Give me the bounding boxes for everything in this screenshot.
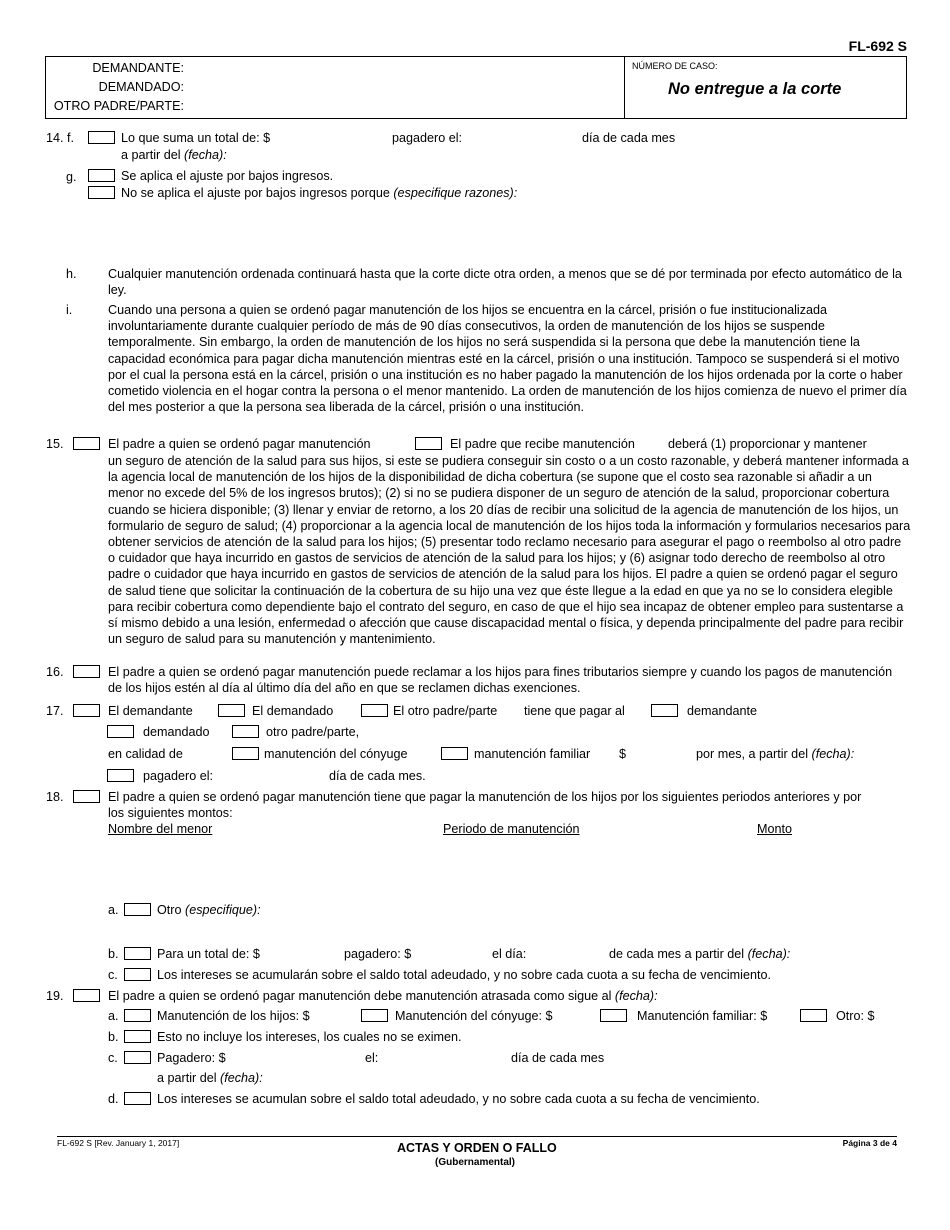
- item-18b-dia: el día:: [492, 947, 527, 961]
- item-18a-checkbox[interactable]: [124, 903, 151, 916]
- item-16-text: El padre a quien se ordenó pagar manutención puede reclamar a los hijos para fines tributarios siempre y cuando los pagos de manutención de los hijos estén al día al último día del año en que se reclamen dichas exenciones.: [108, 665, 893, 696]
- item-18b-total: Para un total de: $: [157, 947, 260, 961]
- demandado-label: DEMANDADO:: [98, 80, 184, 94]
- form-id: FL-692 S: [848, 38, 907, 54]
- item-18c-text: Los intereses se acumularán sobre el saldo total adeudado, y no sobre cada cuota a su fecha de vencimiento.: [157, 968, 771, 982]
- item-17-pagadero: pagadero el:: [143, 769, 214, 783]
- item-17-to-otro: otro padre/parte,: [266, 725, 360, 739]
- item-18b-letter: b.: [108, 947, 119, 961]
- item-14f-pagadero: pagadero el:: [392, 131, 463, 145]
- item-16-checkbox[interactable]: [73, 665, 100, 678]
- item-17-por-mes-text: por mes, a partir del: [696, 747, 808, 761]
- item-17-demandante: El demandante: [108, 704, 193, 718]
- item-19b-checkbox[interactable]: [124, 1030, 151, 1043]
- item-18-number: 18.: [46, 790, 64, 804]
- item-14f-total: Lo que suma un total de: $: [121, 131, 271, 145]
- item-17-por-mes: [696, 746, 854, 762]
- item-18-col-nombre: Nombre del menor: [108, 822, 213, 836]
- item-19d-text: Los intereses se acumulan sobre el saldo total adeudado, y no sobre cada cuota a su fecha de vencimiento.: [157, 1092, 760, 1106]
- item-17-fecha: (fecha):: [811, 747, 855, 761]
- item-19d-checkbox[interactable]: [124, 1092, 151, 1105]
- item-14g-checkbox-1[interactable]: [88, 169, 115, 182]
- item-18-text: El padre a quien se ordenó pagar manutención tiene que pagar la manutención de los hijos por los siguientes periodos anteriores y por los siguientes montos:: [108, 790, 862, 821]
- item-18c-checkbox[interactable]: [124, 968, 151, 981]
- footer-rule: [57, 1136, 897, 1137]
- item-18-col-periodo: Periodo de manutención: [443, 822, 580, 836]
- caption-divider: [624, 57, 625, 118]
- item-14g-option-1: Se aplica el ajuste por bajos ingresos.: [121, 169, 334, 183]
- item-19a-conyuge-checkbox[interactable]: [361, 1009, 388, 1022]
- item-19a-hijos: Manutención de los hijos: $: [157, 1009, 310, 1023]
- item-15-checkbox-1[interactable]: [73, 437, 100, 450]
- item-18b-fecha: (fecha):: [747, 947, 791, 961]
- item-17-demandado: El demandado: [252, 704, 334, 718]
- item-17-to-demandante-checkbox[interactable]: [651, 704, 678, 717]
- item-19a-otro-checkbox[interactable]: [800, 1009, 827, 1022]
- item-18b-cada: [609, 946, 790, 962]
- item-17-to-demandado-checkbox[interactable]: [107, 725, 134, 738]
- footer-title: ACTAS Y ORDEN O FALLO: [397, 1141, 557, 1155]
- item-17-demandante-checkbox[interactable]: [73, 704, 100, 717]
- item-15-option-1: El padre a quien se ordenó pagar manutención: [108, 437, 371, 451]
- item-18c-letter: c.: [108, 968, 118, 982]
- item-15-option-2: El padre que recibe manutención: [450, 437, 635, 451]
- item-17-conyuge-checkbox[interactable]: [232, 747, 259, 760]
- item-14g-letter: g.: [66, 170, 77, 184]
- item-14i-text: Cuando una persona a quien se ordenó pagar manutención de los hijos se encuentra en la cárcel, prisión o fue institucionalizada involuntariamente durante cualquier período de más de 90 días consecutivos, la orden de manutención de los hijos se suspende temporalmente. Sin embargo, la orden de manutención de los hijos no será suspendida si la persona que debe la manutención tiene la capacidad económica para pagar dicha manutención mientras esté en la cárcel, prisión o una institución. Tampoco se suspenderá si el motivo por el cual la persona está en la cárcel, prisión o una institución es no haber pagado la manutención de los hijos ordenada por la corte o haber cometido violencia en el hogar contra la persona o el menor mantenido. La orden de manutención de los hijos comienza de nuevo el primer día del mes posterior a que la persona sea liberada de la cárcel, prisión o una institución.: [108, 303, 907, 415]
- demandante-label: DEMANDANTE:: [92, 61, 184, 75]
- footer-subtitle: (Gubernamental): [435, 1157, 516, 1168]
- item-17-pagadero-checkbox[interactable]: [107, 769, 134, 782]
- case-number-label: NÚMERO DE CASO:: [632, 61, 718, 71]
- item-14f-partir: [121, 147, 227, 163]
- item-19-checkbox[interactable]: [73, 989, 100, 1002]
- item-18b-cada-text: de cada mes a partir del: [609, 947, 745, 961]
- item-18-checkbox[interactable]: [73, 790, 100, 803]
- item-16-number: 16.: [46, 665, 64, 679]
- item-19-fecha: (fecha):: [614, 989, 658, 1003]
- item-18a-especifique: (especifique):: [185, 903, 261, 917]
- item-14g-checkbox-2[interactable]: [88, 186, 115, 199]
- item-19a-familiar: Manutención familiar: $: [637, 1009, 768, 1023]
- case-number-value: No entregue a la corte: [668, 80, 842, 98]
- item-14g-option-2: [121, 185, 517, 201]
- item-15-checkbox-2[interactable]: [415, 437, 442, 450]
- item-18a-otro-text: Otro: [157, 903, 182, 917]
- item-19c-partir-text: a partir del: [157, 1071, 217, 1085]
- item-19c-partir: [157, 1070, 263, 1086]
- item-19b-letter: b.: [108, 1030, 119, 1044]
- item-19-text: [108, 988, 658, 1004]
- item-18a-letter: a.: [108, 903, 119, 917]
- item-15-lead: deberá (1) proporcionar y mantener: [668, 437, 867, 451]
- item-19c-checkbox[interactable]: [124, 1051, 151, 1064]
- item-17-familiar: manutención familiar: [474, 747, 591, 761]
- item-19b-text: Esto no incluye los intereses, los cuales no se eximen.: [157, 1030, 462, 1044]
- item-17-calidad: en calidad de: [108, 747, 183, 761]
- item-18-col-monto: Monto: [757, 822, 793, 836]
- item-19c-dia: día de cada mes: [511, 1051, 605, 1065]
- item-17-otro-checkbox[interactable]: [361, 704, 388, 717]
- item-18a-otro: [157, 902, 261, 918]
- item-17-to-demandante: demandante: [687, 704, 758, 718]
- item-18b-checkbox[interactable]: [124, 947, 151, 960]
- item-19-number: 19.: [46, 989, 64, 1003]
- item-14g-option-2-text: No se aplica el ajuste por bajos ingresos porque: [121, 186, 390, 200]
- item-19a-hijos-checkbox[interactable]: [124, 1009, 151, 1022]
- item-14f-dia: día de cada mes: [582, 131, 676, 145]
- item-17-tiene: tiene que pagar al: [524, 704, 625, 718]
- item-14g-option-2-italic: (especifique razones):: [393, 186, 518, 200]
- item-17-demandado-checkbox[interactable]: [218, 704, 245, 717]
- item-14f-fecha: (fecha):: [184, 148, 227, 162]
- item-14f-partir-text: a partir del: [121, 148, 181, 162]
- item-19a-familiar-checkbox[interactable]: [600, 1009, 627, 1022]
- item-17-to-demandado: demandado: [143, 725, 210, 739]
- item-14f-checkbox[interactable]: [88, 131, 115, 144]
- item-19c-el: el:: [365, 1051, 379, 1065]
- item-19-text-main: El padre a quien se ordenó pagar manutención debe manutención atrasada como sigue al: [108, 989, 612, 1003]
- otro-padre-label: OTRO PADRE/PARTE:: [53, 99, 184, 113]
- item-17-otro: El otro padre/parte: [393, 704, 498, 718]
- item-19a-letter: a.: [108, 1009, 119, 1023]
- item-14h-text: Cualquier manutención ordenada continuará hasta que la corte dicte otra orden, a menos que se dé por terminada por efecto automático de la ley.: [108, 267, 902, 298]
- footer-revision: FL-692 S [Rev. January 1, 2017]: [57, 1138, 180, 1148]
- caption-box: [45, 56, 907, 119]
- item-17-dollar: $: [619, 747, 627, 761]
- item-18b-pagadero: pagadero: $: [344, 947, 412, 961]
- item-19d-letter: d.: [108, 1092, 119, 1106]
- item-14f-number: 14. f.: [46, 131, 75, 145]
- item-17-conyuge: manutención del cónyuge: [264, 747, 408, 761]
- item-19c-fecha: (fecha):: [220, 1071, 263, 1085]
- item-19c-letter: c.: [108, 1051, 118, 1065]
- item-17-dia: día de cada mes.: [329, 769, 426, 783]
- item-17-to-otro-checkbox[interactable]: [232, 725, 259, 738]
- item-19a-conyuge: Manutención del cónyuge: $: [395, 1009, 553, 1023]
- item-15-text: un seguro de atención de la salud para sus hijos, si este se pudiera conseguir sin costo o a un costo razonable, y deberá mantener informada a la agencia local de manutención de los hijos de la disponibilidad de dicha cobertura (se supone que el costo sea razonable si añadir a un menor no excede del 5% de los ingresos brutos); (2) si no se pudiera disponer de un seguro de atención de la salud, proporcionar cobertura cuando se hiciera disponible; (3) llenar y enviar de retorno, a los 20 días de recibir una solicitud de la agencia de manutención de los hijos, un formulario de seguro de salud; (4) proporcionar a la agencia local de manutención de los hijos toda la información y formularios necesarios para obtener servicios de atención de la salud para los hijos; (5) presentar todo reclamo necesario para asegurar el pago o reembolso al otro padre o cuidador que haya incurrido en gastos de servicios de atención de la salud para los hijos; y (6) asignar todo derecho de reembolso al otro padre o cuidador que haya incurrido en gastos de servicios de atención de la salud para los hijos. El padre a quien se ordenó pagar el seguro de salud tiene que solicitar la continuación de la cobertura de su hijo una vez que éste llegue a la edad en que ya no se lo considera elegible para recibir cobertura como dependiente bajo el contrato del seguro, en caso de que el hijo sea incapaz de obtener empleo para sustentarse a sí mismo debido a una lesión, enfermedad o afección que cause discapacidad mental o física, y dependa principalmente del padre para recibir un seguro de salud para su manutención y mantenimiento.: [108, 454, 911, 647]
- item-19a-otro: Otro: $: [836, 1009, 875, 1023]
- item-17-number: 17.: [46, 704, 64, 718]
- item-17-familiar-checkbox[interactable]: [441, 747, 468, 760]
- item-14h-letter: h.: [66, 267, 77, 281]
- item-14i-letter: i.: [66, 303, 73, 317]
- footer-page: Página 3 de 4: [842, 1138, 897, 1148]
- item-15-number: 15.: [46, 437, 64, 451]
- item-19c-pagadero: Pagadero: $: [157, 1051, 226, 1065]
